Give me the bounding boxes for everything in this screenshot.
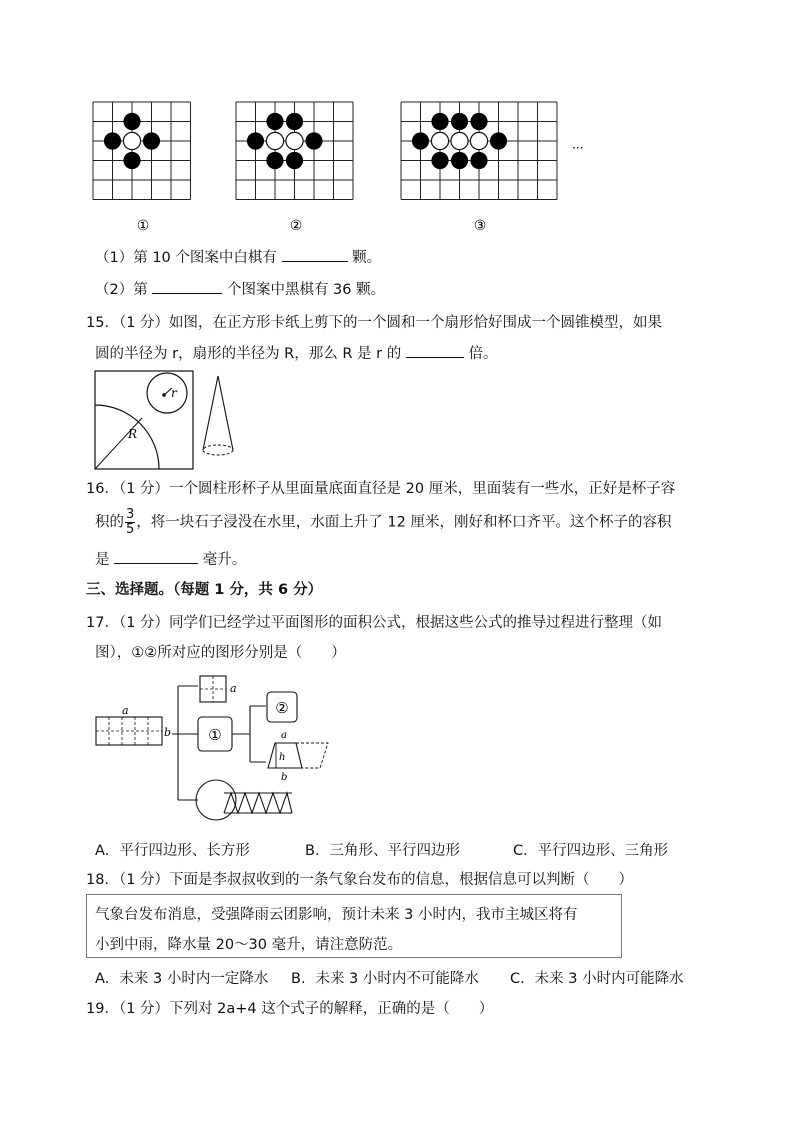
pattern-figures	[88, 96, 608, 236]
q15-stem-line1: 15．（1 分）如图，在正方形卡纸上剪下的一个圆和一个扇形恰好围成一个圆锥模型，如果	[86, 315, 663, 331]
q18-stem: 18．（1 分）下面是李叔叔收到的一条气象台发布的信息，根据信息可以判断（ ）	[86, 872, 634, 888]
circle-sectors-rearranged	[224, 793, 292, 813]
label-r: r	[171, 386, 177, 400]
q17-derivation-diagram	[92, 672, 332, 824]
q16-answer-blank[interactable]	[114, 549, 198, 564]
board-2	[236, 102, 353, 200]
black-stone	[431, 113, 448, 130]
white-stone	[123, 132, 140, 149]
notice-line-1: 气象台发布消息，受强降雨云团影响，预计未来 3 小时内，我市主城区将有	[95, 907, 578, 923]
q18-option-a[interactable]: A．未来 3 小时内一定降水	[95, 971, 269, 987]
black-stone	[451, 152, 468, 169]
dashed-rectangle	[96, 717, 162, 745]
label-a-trap: a	[281, 730, 287, 741]
q18-option-b[interactable]: B．未来 3 小时内不可能降水	[291, 971, 479, 987]
black-stone	[143, 132, 160, 149]
label-R: R	[128, 427, 138, 441]
black-stone	[104, 132, 121, 149]
white-stone	[431, 132, 448, 149]
board-1	[93, 102, 191, 200]
sector-radius	[95, 418, 142, 469]
black-stone	[470, 113, 487, 130]
box-1-label: ①	[208, 726, 222, 744]
q15-answer-blank[interactable]	[406, 343, 464, 358]
white-stone	[470, 132, 487, 149]
q17-stem-line2: 图），①②所对应的图形分别是（ ）	[95, 645, 346, 661]
black-stone	[451, 113, 468, 130]
q14-answer-blank-1[interactable]	[282, 247, 348, 262]
q16-stem-line3: 是 毫升。	[95, 548, 246, 569]
q14-sub2: （2）第 个图案中黑棋有 36 颗。	[95, 278, 385, 299]
q15-stem-line2: 圆的半径为 r，扇形的半径为 R，那么 R 是 r 的 倍。	[95, 342, 497, 363]
q14-sub1: （1）第 10 个图案中白棋有 颗。	[95, 246, 381, 267]
square-card	[95, 371, 193, 469]
q14-answer-blank-2[interactable]	[152, 279, 222, 294]
sector-arc	[95, 405, 159, 469]
pattern-label-3: ③	[473, 218, 487, 234]
q19-stem: 19．（1 分）下列对 2a+4 这个式子的解释，正确的是（ ）	[86, 1001, 494, 1017]
black-stone	[431, 152, 448, 169]
q17-option-c[interactable]: C．平行四边形、三角形	[513, 843, 669, 859]
label-a-top: a	[122, 704, 129, 717]
small-square	[200, 676, 226, 702]
q18-option-c[interactable]: C．未来 3 小时内可能降水	[510, 971, 684, 987]
weather-notice-box	[86, 894, 622, 958]
black-stone	[412, 132, 429, 149]
q15-figure	[92, 368, 252, 472]
cone-sides	[203, 376, 233, 450]
board-3	[401, 102, 557, 200]
white-stone	[286, 132, 303, 149]
pattern-label-2: ②	[289, 218, 303, 234]
black-stone	[286, 113, 303, 130]
q17-option-b[interactable]: B．三角形、平行四边形	[305, 843, 460, 859]
pattern-boards	[93, 102, 557, 200]
black-stone	[123, 152, 140, 169]
notice-line-2: 小到中雨，降水量 20～30 毫升，请注意防范。	[95, 937, 403, 953]
white-stone	[451, 132, 468, 149]
black-stone	[266, 113, 283, 130]
label-b-trap: b	[281, 772, 288, 783]
q16-stem-line1: 16．（1 分）一个圆柱形杯子从里面量底面直径是 20 厘米，里面装有一些水，正好是杯子容	[86, 481, 676, 497]
cone-base	[203, 445, 233, 455]
black-stone	[490, 132, 507, 149]
label-a-square: a	[230, 682, 237, 695]
label-h: h	[279, 752, 286, 763]
black-stone	[266, 152, 283, 169]
black-stone	[123, 113, 140, 130]
section-heading: 三、选择题。（每题 1 分，共 6 分）	[86, 582, 323, 598]
q17-stem-line1: 17．（1 分）同学们已经学过平面图形的面积公式，根据这些公式的推导过程进行整理（如	[86, 615, 663, 631]
pattern-ellipsis: ···	[572, 141, 584, 155]
q17-option-a[interactable]: A．平行四边形、长方形	[95, 843, 250, 859]
black-stone	[247, 132, 264, 149]
tree-connector	[172, 686, 198, 800]
box-2-label: ②	[275, 699, 289, 717]
fraction-three-fifths: $\frac{3}{5}$	[126, 507, 135, 537]
white-stone	[266, 132, 283, 149]
black-stone	[286, 152, 303, 169]
black-stone	[305, 132, 322, 149]
tree-connector-2	[232, 706, 266, 762]
pattern-label-1: ①	[136, 218, 150, 234]
circle-shape	[196, 780, 236, 820]
label-b-side: b	[164, 726, 172, 739]
q16-stem-line2: 积的 $\frac{3}{5}$ ，将一块石子浸没在水里，水面上升了 12 厘米，刚好和杯口齐平。这个杯子的容积	[95, 507, 672, 537]
black-stone	[470, 152, 487, 169]
